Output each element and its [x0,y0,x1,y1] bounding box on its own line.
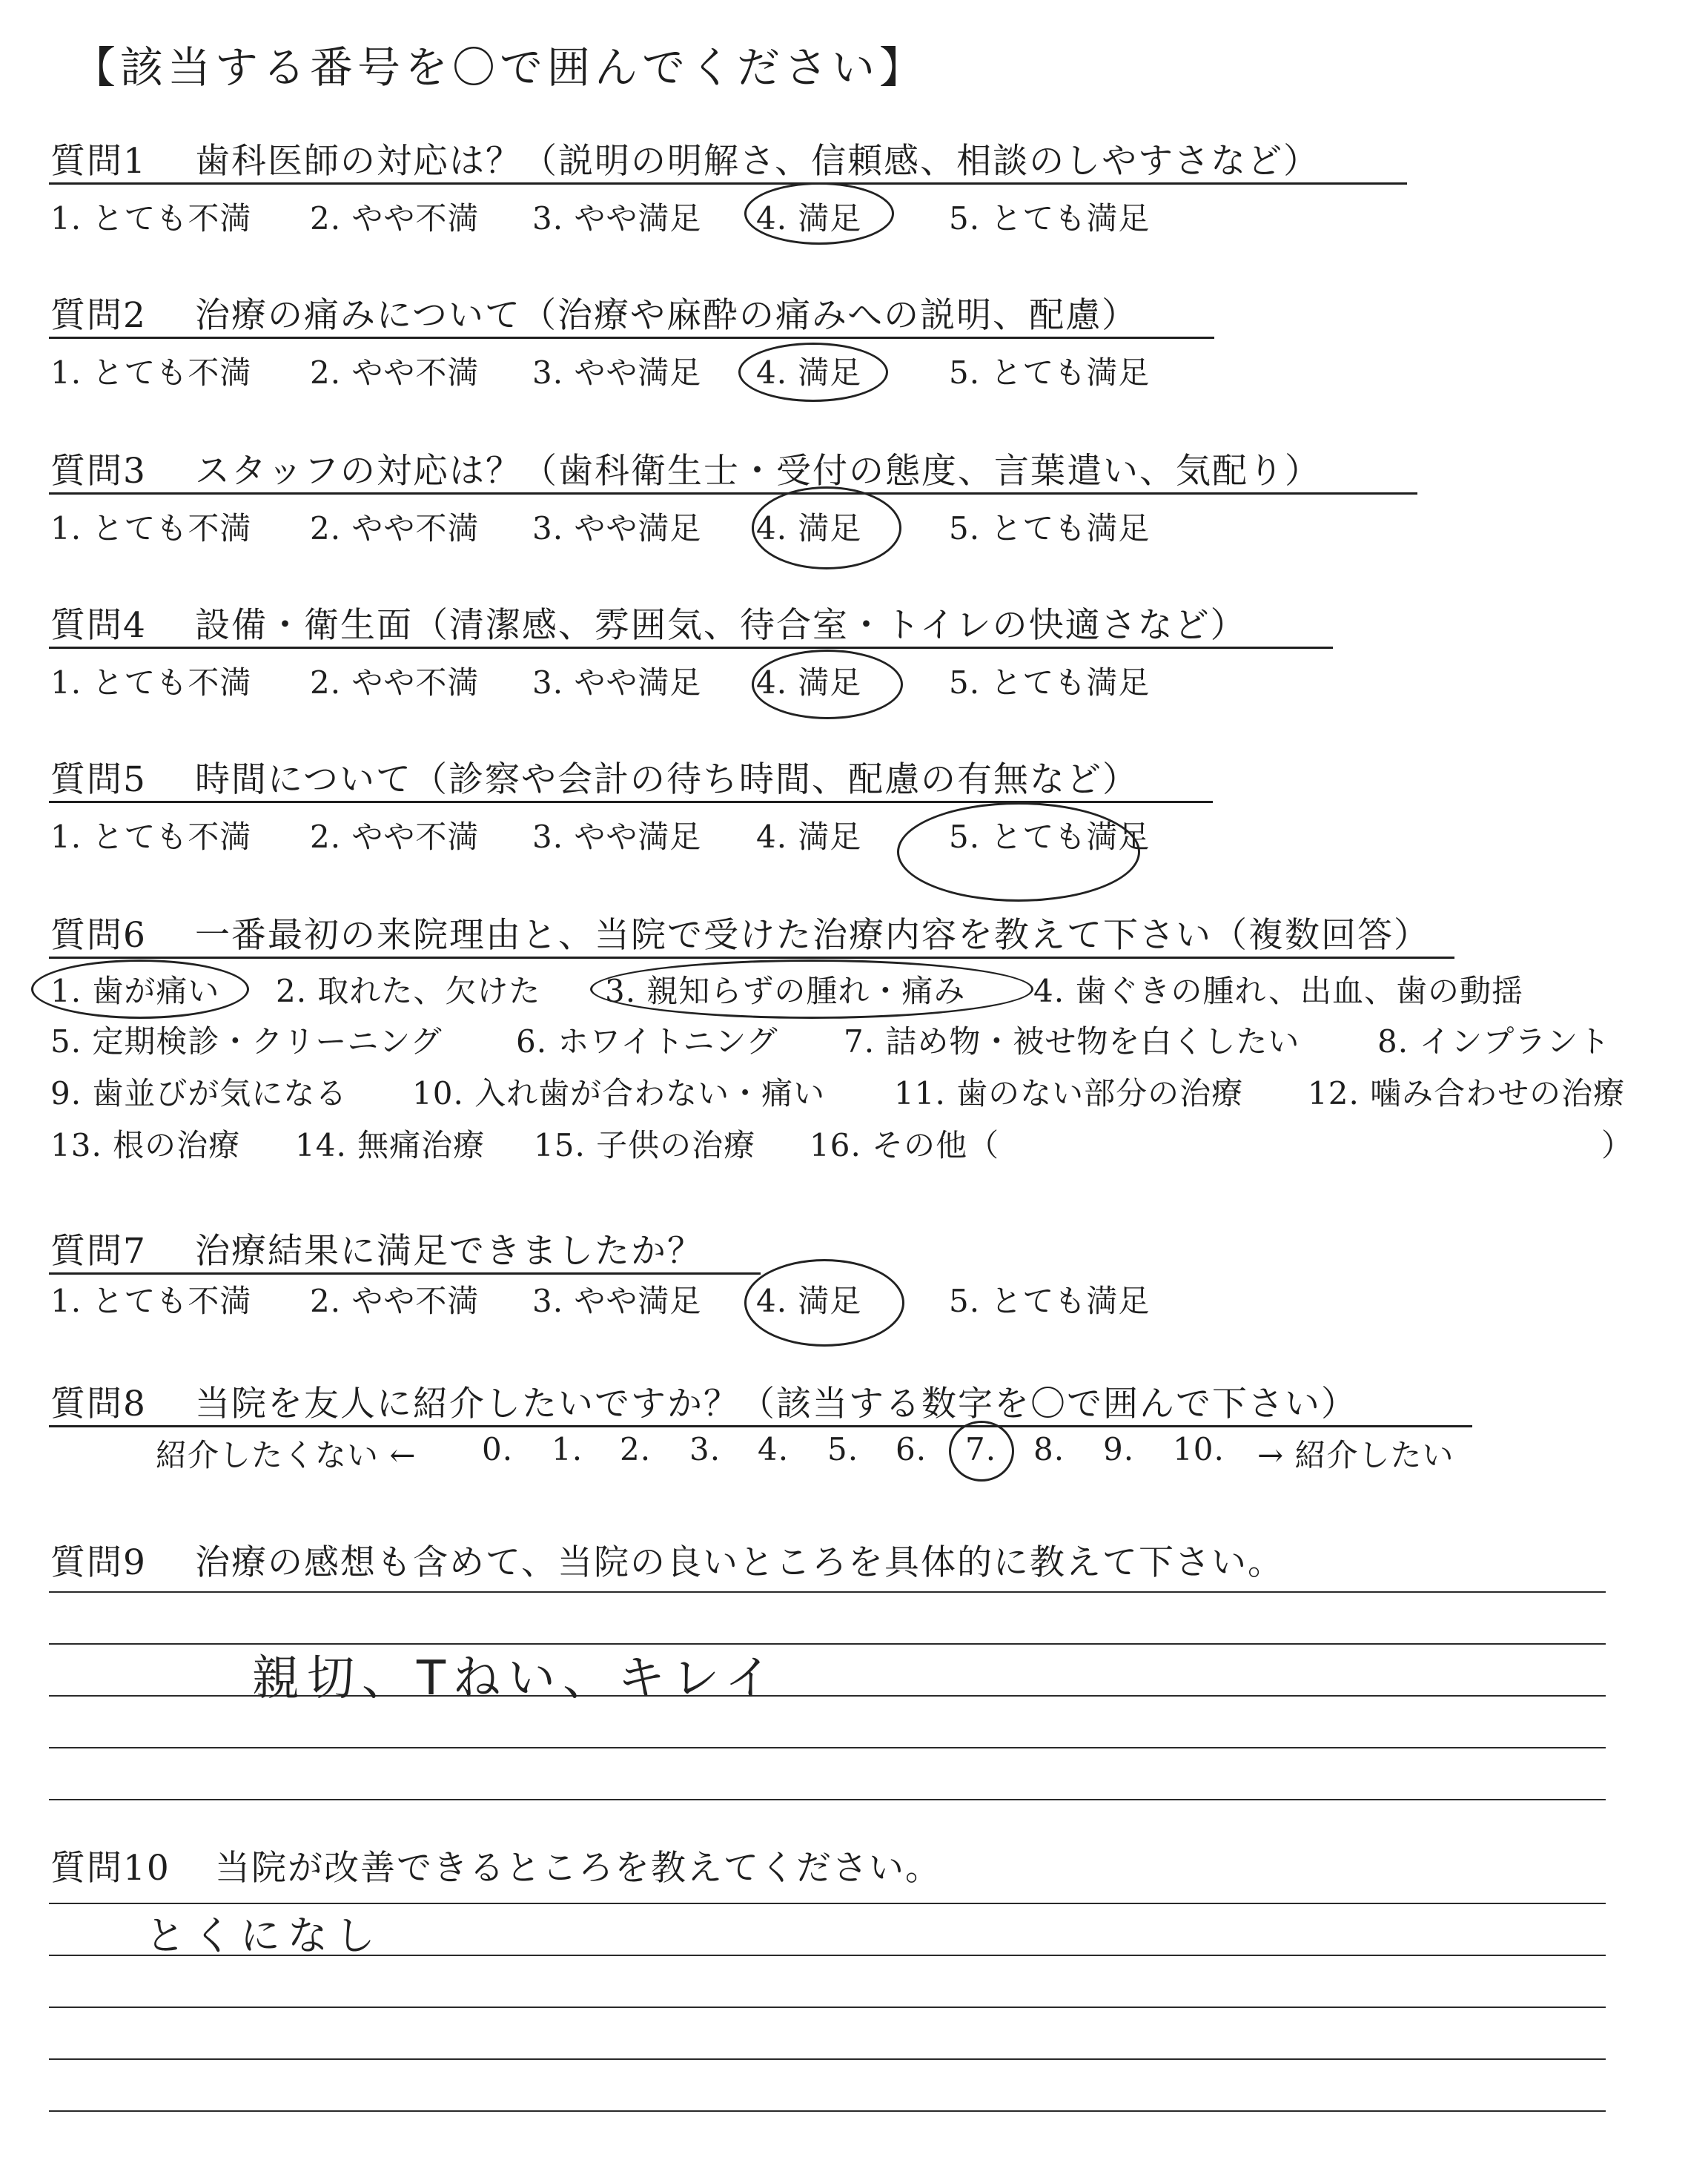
q2-heading [50,288,1138,337]
q6-opt-1[interactable]: 1. 歯が痛い [50,973,220,1009]
q6-opt-9[interactable]: 9. 歯並びが気になる [50,1075,348,1112]
q3-opt-4[interactable]: 4. 満足 [756,510,862,546]
q3-opt-2[interactable]: 2. やや不満 [310,510,480,546]
q1-underline [49,182,1407,185]
q5-opt-5[interactable]: 5. とても満足 [949,819,1151,855]
q8-scale-1[interactable]: 1. [552,1431,583,1467]
q8-heading [50,1376,1357,1426]
q10-heading [50,1840,941,1890]
q3-underline [49,492,1417,495]
q6-opt-14[interactable]: 14. 無痛治療 [295,1127,486,1163]
q3-number: 質問3 [50,451,147,492]
q2-opt-1[interactable]: 1. とても不満 [50,354,252,391]
q6-opt3-selection-circle [590,960,1033,1019]
q7-opt-3[interactable]: 3. やや満足 [532,1283,702,1319]
q1-opt-1[interactable]: 1. とても不満 [50,200,252,237]
q2-opt-3[interactable]: 3. やや満足 [532,354,702,391]
q9-handwritten-answer: 親切、Tねい、キレイ [252,1651,780,1706]
q10-answer-line-4 [49,2058,1606,2060]
q3-opt-3[interactable]: 3. やや満足 [532,510,702,546]
q9-text: 治療の感想も含めて、当院の良いところを具体的に教えて下さい。 [195,1542,1285,1583]
q4-underline [49,647,1333,649]
survey-title: 【該当する番号を〇で囲んでください】 [73,42,927,93]
q5-selection-circle [897,802,1140,902]
q8-scale-9[interactable]: 9. [1103,1431,1135,1467]
q5-opt-2[interactable]: 2. やや不満 [310,819,480,855]
q8-scale-7[interactable]: 7. [965,1431,997,1467]
q6-opt1-selection-circle [31,960,249,1019]
q7-heading [50,1223,704,1273]
q7-opt-1[interactable]: 1. とても不満 [50,1283,252,1319]
q5-heading [50,752,1139,802]
q4-opt-3[interactable]: 3. やや満足 [532,664,702,701]
q7-underline [49,1272,761,1275]
q6-opt-7[interactable]: 7. 詰め物・被せ物を白くしたい [844,1023,1300,1060]
q9-answer-line-4 [49,1747,1606,1748]
q1-heading [50,133,1320,183]
q8-underline [49,1425,1472,1427]
q2-selection-circle [738,343,888,402]
q8-selection-circle [949,1421,1014,1482]
q6-opt-3[interactable]: 3. 親知らずの腫れ・痛み [605,973,966,1009]
q4-text: 設備・衛生面（清潔感、雰囲気、待合室・トイレの快適さなど） [195,605,1247,646]
q2-opt-2[interactable]: 2. やや不満 [310,354,480,391]
q6-opt-12[interactable]: 12. 噛み合わせの治療 [1308,1075,1626,1112]
q8-left-label: 紹介したくない ← [156,1437,417,1473]
q2-underline [49,337,1214,339]
q6-opt-5[interactable]: 5. 定期検診・クリーニング [50,1023,443,1060]
q2-number: 質問2 [50,295,147,336]
q6-opt-4[interactable]: 4. 歯ぐきの腫れ、出血、歯の動揺 [1033,973,1523,1009]
q6-heading [50,908,1430,957]
q7-text: 治療結果に満足できましたか？ [195,1231,704,1272]
q3-text: スタッフの対応は？（歯科衛生士・受付の態度、言葉遣い、気配り） [195,451,1321,492]
q8-scale-2[interactable]: 2. [620,1431,652,1467]
q8-number: 質問8 [50,1384,147,1424]
q8-right-label: → 紹介したい [1257,1437,1454,1473]
q10-handwritten-answer: とくになし [145,1912,383,1959]
q9-answer-line-5 [49,1799,1606,1800]
q4-opt-1[interactable]: 1. とても不満 [50,664,252,701]
q8-scale-5[interactable]: 5. [827,1431,859,1467]
q6-opt-13[interactable]: 13. 根の治療 [50,1127,241,1163]
q5-text: 時間について（診察や会計の待ち時間、配慮の有無など） [195,759,1139,800]
q1-text: 歯科医師の対応は？（説明の明解さ、信頼感、相談のしやすさなど） [195,141,1320,182]
q4-opt-2[interactable]: 2. やや不満 [310,664,480,701]
q6-opt-2[interactable]: 2. 取れた、欠けた [276,973,541,1009]
q4-opt-4[interactable]: 4. 満足 [756,664,862,701]
q4-number: 質問4 [50,605,147,646]
q1-opt-5[interactable]: 5. とても満足 [949,200,1151,237]
q1-number: 質問1 [50,141,147,182]
q6-opt-15[interactable]: 15. 子供の治療 [534,1127,756,1163]
q3-heading [50,443,1321,493]
q8-scale-3[interactable]: 3. [689,1431,721,1467]
q9-heading [50,1535,1284,1585]
q3-selection-circle [752,486,901,569]
q8-text: 当院を友人に紹介したいですか？（該当する数字を〇で囲んで下さい） [195,1384,1357,1424]
q1-opt-2[interactable]: 2. やや不満 [310,200,480,237]
q8-scale-8[interactable]: 8. [1033,1431,1065,1467]
q5-opt-1[interactable]: 1. とても不満 [50,819,252,855]
q10-number: 質問10 [50,1848,171,1889]
q7-opt-2[interactable]: 2. やや不満 [310,1283,480,1319]
q5-opt-4[interactable]: 4. 満足 [756,819,862,855]
q5-number: 質問5 [50,759,147,800]
q8-scale-4[interactable]: 4. [758,1431,790,1467]
q4-opt-5[interactable]: 5. とても満足 [949,664,1151,701]
q10-answer-line-3 [49,2007,1606,2008]
q6-opt-6[interactable]: 6. ホワイトニング [516,1023,778,1060]
q10-answer-line-5 [49,2110,1606,2112]
q8-scale-10[interactable]: 10. [1173,1431,1225,1467]
q6-other-close-paren: ） [1601,1127,1634,1163]
q4-selection-circle [752,650,903,719]
q6-opt-10[interactable]: 10. 入れ歯が合わない・痛い [412,1075,826,1112]
q4-heading [50,598,1247,647]
q8-scale-0[interactable]: 0. [482,1431,514,1467]
q6-underline [49,957,1454,959]
q1-opt-4[interactable]: 4. 満足 [756,200,862,237]
q1-opt-3[interactable]: 3. やや満足 [532,200,702,237]
q7-number: 質問7 [50,1231,147,1272]
q2-text: 治療の痛みについて（治療や麻酔の痛みへの説明、配慮） [195,295,1139,336]
q6-text: 一番最初の来院理由と、当院で受けた治療内容を教えて下さい（複数回答） [195,915,1430,956]
q7-opt-5[interactable]: 5. とても満足 [949,1283,1151,1319]
q3-opt-5[interactable]: 5. とても満足 [949,510,1151,546]
q7-selection-circle [744,1259,904,1347]
q8-scale-6[interactable]: 6. [896,1431,927,1467]
q6-opt-8[interactable]: 8. インプラント [1377,1023,1611,1060]
q9-number: 質問9 [50,1542,147,1583]
q5-opt-3[interactable]: 3. やや満足 [532,819,702,855]
q6-opt-11[interactable]: 11. 歯のない部分の治療 [894,1075,1244,1112]
q7-opt-4[interactable]: 4. 満足 [756,1283,862,1319]
q9-answer-line-1 [49,1591,1606,1593]
q3-opt-1[interactable]: 1. とても不満 [50,510,252,546]
q6-opt-16[interactable]: 16. その他（ [810,1127,1000,1163]
q6-number: 質問6 [50,915,147,956]
q2-opt-4[interactable]: 4. 満足 [756,354,862,391]
q1-selection-circle [744,182,894,245]
q2-opt-5[interactable]: 5. とても満足 [949,354,1151,391]
q10-text: 当院が改善できるところを教えてください。 [215,1848,941,1889]
